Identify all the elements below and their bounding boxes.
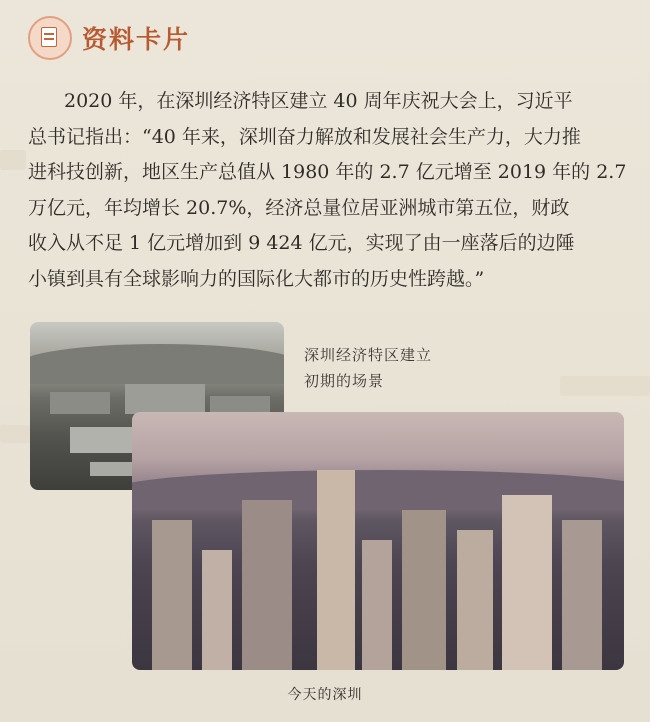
paragraph-line: 进科技创新，地区生产总值从 1980 年的 2.7 亿元增至 2019 年的 2.7 [28,161,627,183]
card-title: 资料卡片 [82,25,191,54]
paragraph-line: 总书记指出：“40 年来，深圳奋力解放和发展社会生产力，大力推 [28,125,581,148]
document-icon [28,16,72,60]
caption-line: 深圳经济特区建立 [304,346,433,364]
modern-shenzhen-photo [132,412,624,670]
paragraph-line: 万亿元，年均增长 20.7%，经济总量位居亚洲城市第五位，财政 [28,196,570,219]
bleed-mark [560,376,650,396]
quote-paragraph [28,84,634,297]
paragraph-line: 小镇到具有全球影响力的国际化大都市的历史性跨越。” [28,267,485,290]
early-photo-caption [304,342,474,394]
bleed-mark [0,150,26,170]
paragraph-line: 收入从不足 1 亿元增加到 9 424 亿元，实现了由一座落后的边陲 [28,232,575,254]
caption-line: 初期的场景 [304,372,385,390]
card-header [28,14,268,58]
modern-photo-caption: 今天的深圳 [287,687,363,703]
paragraph-line: 2020 年，在深圳经济特区建立 40 周年庆祝大会上，习近平 [64,90,573,112]
